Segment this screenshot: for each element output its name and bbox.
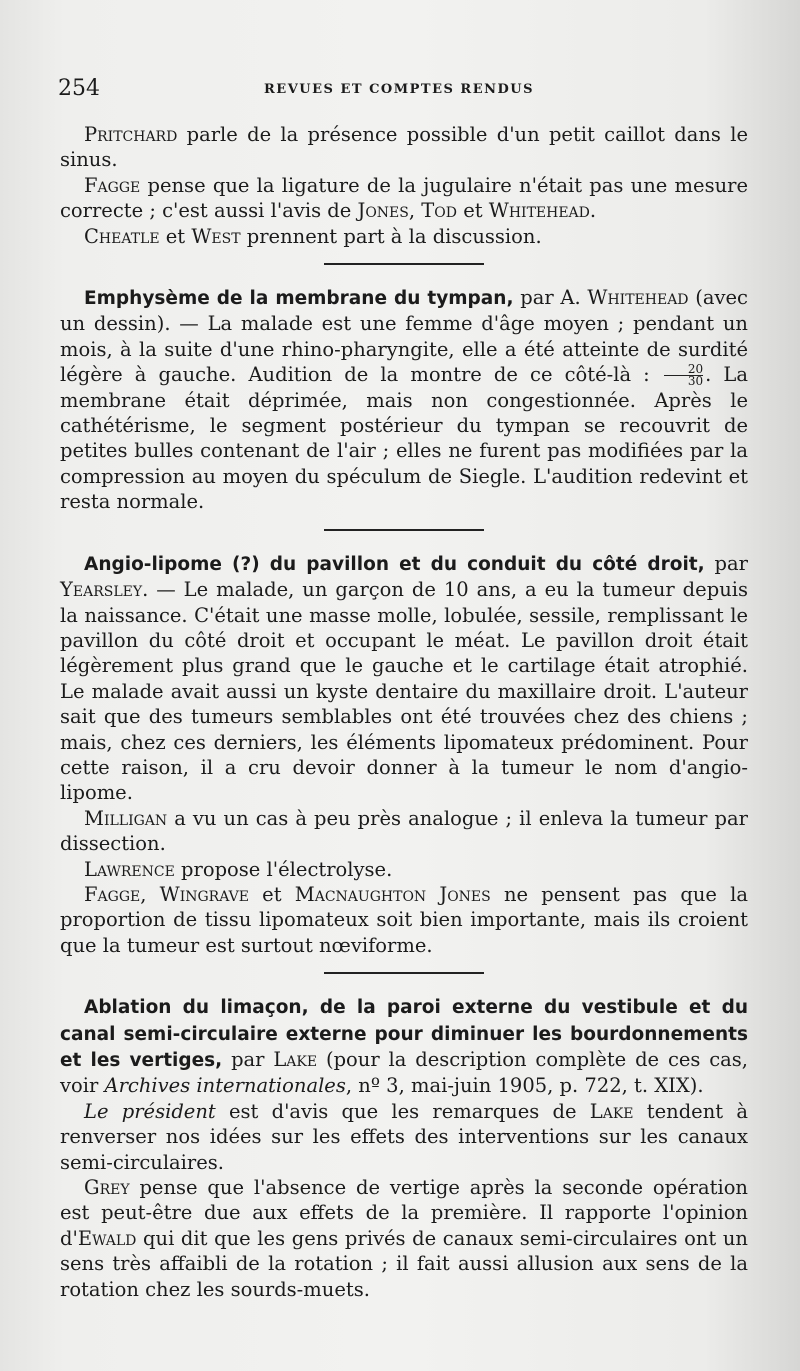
paragraph-text: . [589, 199, 597, 223]
section-divider [324, 972, 484, 974]
paragraph-cheatle [60, 224, 748, 249]
paragraph-text: tendent à renverser nos idées sur les effets des interventions sur les canaux semi-circulaires. [60, 1099, 748, 1174]
author-name: Fagge [84, 882, 141, 906]
paragraph-text: pense que la ligature de la jugulaire n'était pas une mesure correcte ; c'est aussi l'avis de [60, 173, 748, 223]
paragraph-text: prennent part à la discussion. [240, 224, 542, 248]
paragraph-text: pense que l'absence de vertige après la seconde opération est peut-être due aux effets de la première. Il rapporte l'opinion d' [60, 1176, 748, 1250]
paragraph-text: , [408, 199, 422, 223]
author-name: Fagge [84, 173, 141, 197]
paragraph-text: a vu un cas à peu près analogue ; il enleva la tumeur par dissection. [60, 806, 748, 856]
author-name: Wingrave [159, 882, 249, 906]
paragraph-text: par [222, 1048, 274, 1071]
author-name: Whitehead [488, 199, 590, 223]
author-name: Pritchard [84, 123, 178, 146]
paragraph-grey [60, 1175, 748, 1302]
author-name: Lake [273, 1048, 318, 1071]
paragraph-text: , nº 3, mai-juin 1905, p. 722, t. XIX). [345, 1074, 704, 1098]
paragraph-text: et [248, 882, 295, 906]
section-divider [324, 263, 484, 265]
section-title: Emphysème de la membrane du tympan, [84, 288, 514, 310]
page-header [58, 76, 740, 102]
paragraph-lawrence [60, 857, 748, 882]
fraction-numerator: 20 [664, 364, 703, 376]
section-angio-lipome [60, 551, 748, 806]
section-title: Angio-lipome (?) du pavillon et du conduit du côté droit, [84, 553, 705, 575]
paragraph-text: ne pensent pas que la proportion de tissu lipomateux soit bien importante, mais ils croient que la tumeur est surtout nœviforme. [60, 882, 748, 957]
paragraph-milligan [60, 806, 748, 857]
paragraph-president [60, 1099, 748, 1175]
author-name: Lake [589, 1099, 634, 1123]
paragraph-text: par [704, 551, 748, 575]
author-name: Grey [84, 1176, 130, 1200]
author-name: Jones [357, 199, 409, 223]
fraction-denominator: 30 [687, 374, 704, 389]
author-name: Macnaughton Jones [294, 882, 491, 906]
page-body [60, 122, 748, 1302]
section-divider [324, 529, 484, 531]
section-title: Ablation du limaçon, de la paroi externe du vestibule et du canal semi-circulaire externe pour diminuer les bourdonnements et les vertiges, [60, 997, 748, 1071]
paragraph-text: (pour la description complète de ces cas, voir [60, 1048, 749, 1098]
paragraph-text: et [159, 224, 192, 248]
paragraph-text: parle de la présence possible d'un petit caillot dans le sinus. [60, 123, 748, 172]
author-name: Milligan [84, 806, 168, 830]
author-name: Yearsley [60, 578, 143, 602]
paragraph-text: propose l'électrolyse. [174, 857, 393, 881]
paragraph-text: est d'avis que les remarques de [215, 1099, 590, 1123]
paragraph-text: . — Le malade, un garçon de 10 ans, a eu la tumeur depuis la naissance. C'était une masse molle, lobulée, sessile, remplissant le pavillon du côté droit et occupant le méat. Le pavillon droit était légèrement plus grand que le gauche et le cartilage était atrophié. Le malade avait aussi un kyste dentaire du maxillaire droit. L'auteur sait que des tumeurs semblables ont été trouvées chez des chiens ; mais, chez ces derniers, les éléments lipomateux prédominent. Pour cette raison, il a cru devoir donner à la tumeur le nom d'angio-lipome. [60, 578, 748, 805]
speaker-label: Le président [84, 1099, 216, 1123]
paragraph-fagge-wingrave [60, 882, 748, 958]
running-head: REVUES ET COMPTES RENDUS [264, 82, 534, 97]
paragraph-text: , [140, 882, 160, 906]
author-name: West [191, 224, 241, 248]
section-ablation-limacon [60, 994, 748, 1099]
paragraph-text: et [457, 199, 489, 223]
author-name: Lawrence [84, 857, 175, 881]
author-name: Ewald [77, 1226, 137, 1250]
author-name: Tod [421, 199, 457, 223]
paragraph-pritchard [60, 122, 748, 173]
author-name: Whitehead [587, 286, 689, 310]
paragraph-text: qui dit que les gens privés de canaux semi-circulaires ont un sens très affaibli de la rotation ; il fait aussi allusion aux sens de la rotation chez les sourds-muets. [60, 1226, 748, 1301]
hearing-fraction [664, 364, 703, 387]
paragraph-text: (avec un dessin). — La malade est une femme d'âge moyen ; pendant un mois, à la suite d'une rhino-pharyngite, elle a été atteinte de surdité légère à gauche. Audition de la montre de ce côté-là : [60, 286, 748, 387]
section-emphyseme [60, 285, 748, 515]
page-number: 254 [58, 76, 100, 101]
author-name: Cheatle [84, 224, 160, 248]
paragraph-text: par A. [513, 286, 588, 310]
paragraph-fagge [60, 173, 748, 224]
journal-title: Archives internationales [104, 1074, 346, 1098]
paragraph-text: . La membrane était déprimée, mais non congestionnée. Après le cathétérisme, le segment postérieur du tympan se recouvrit de petites bulles contenant de l'air ; elles ne furent pas modifiées par la compression au moyen du spéculum de Siegle. L'audition redevint et resta normale. [60, 363, 748, 514]
